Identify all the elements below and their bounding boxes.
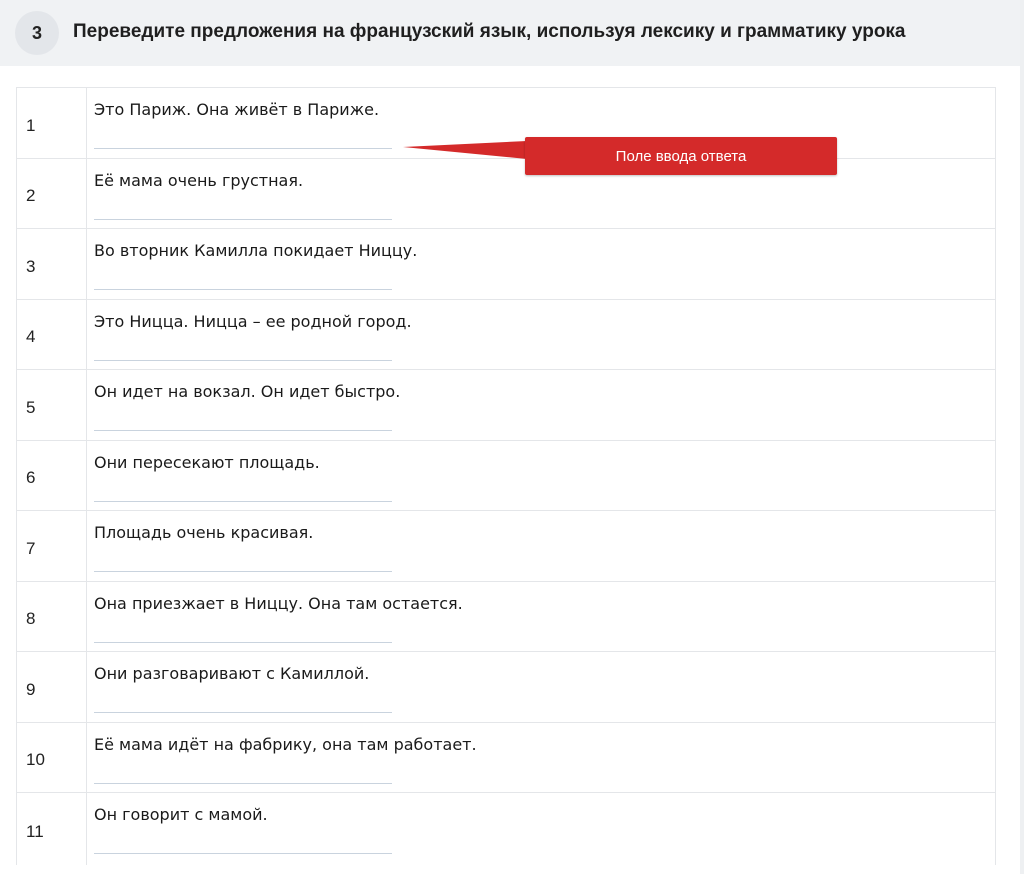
answer-input[interactable] [94,481,392,502]
row-content [87,300,996,370]
answer-input[interactable] [94,269,392,290]
sentence-text: Они пересекают площадь. [94,452,320,472]
row-content [87,723,996,793]
row-content [87,511,996,581]
table-row [17,652,996,723]
sentence-text: Он идет на вокзал. Он идет быстро. [94,382,401,401]
answer-input[interactable] [94,833,392,854]
sentence-text: Она приезжает в Ниццу. Она там остается. [94,593,463,613]
sentence-text: Её мама очень грустная. [94,170,304,190]
sentence-text: Это Париж. Она живёт в Париже. [94,100,380,119]
row-number: 9 [17,652,87,722]
table-row [17,793,996,865]
answer-input[interactable] [94,410,392,431]
row-number: 11 [17,793,87,865]
table-row [17,582,996,653]
row-number: 7 [17,511,87,581]
row-number: 8 [17,582,87,652]
row-number: 1 [17,88,87,158]
row-content [87,582,996,652]
row-content [87,441,996,511]
scrollbar-track[interactable] [1020,0,1024,874]
exercise-table [16,87,996,865]
table-row [17,511,996,582]
table-row [17,441,996,512]
table-row [17,370,996,441]
answer-input[interactable] [94,551,392,572]
row-number: 10 [17,723,87,793]
row-content [87,229,996,299]
row-content [87,793,996,865]
row-number: 2 [17,159,87,229]
row-number: 5 [17,370,87,440]
task-number-badge: 3 [15,11,59,55]
table-row [17,300,996,371]
sentence-text: Это Ницца. Ницца – ее родной город. [94,311,412,331]
answer-input[interactable] [94,692,392,713]
row-number: 6 [17,441,87,511]
answer-input[interactable] [94,128,392,149]
sentence-text: Во вторник Камилла покидает Ниццу. [94,241,418,260]
sentence-text: Они разговаривают с Камиллой. [94,664,370,683]
row-number: 4 [17,300,87,370]
sentence-text: Он говорит с мамой. [94,805,268,824]
sentence-text: Её мама идёт на фабрику, она там работает. [94,734,477,754]
answer-input[interactable] [94,199,392,220]
row-content [87,370,996,440]
answer-field-tooltip: Поле ввода ответа [525,137,837,175]
table-row [17,229,996,300]
row-content [87,652,996,722]
task-header [0,0,1024,66]
tooltip-pointer [403,137,527,175]
sentence-text: Площадь очень красивая. [94,523,314,542]
row-number: 3 [17,229,87,299]
answer-input[interactable] [94,340,392,361]
answer-input[interactable] [94,622,392,643]
table-row [17,723,996,794]
answer-input[interactable] [94,763,392,784]
task-title: Переведите предложения на французский язык, используя лексику и грамматику урока [73,21,906,42]
